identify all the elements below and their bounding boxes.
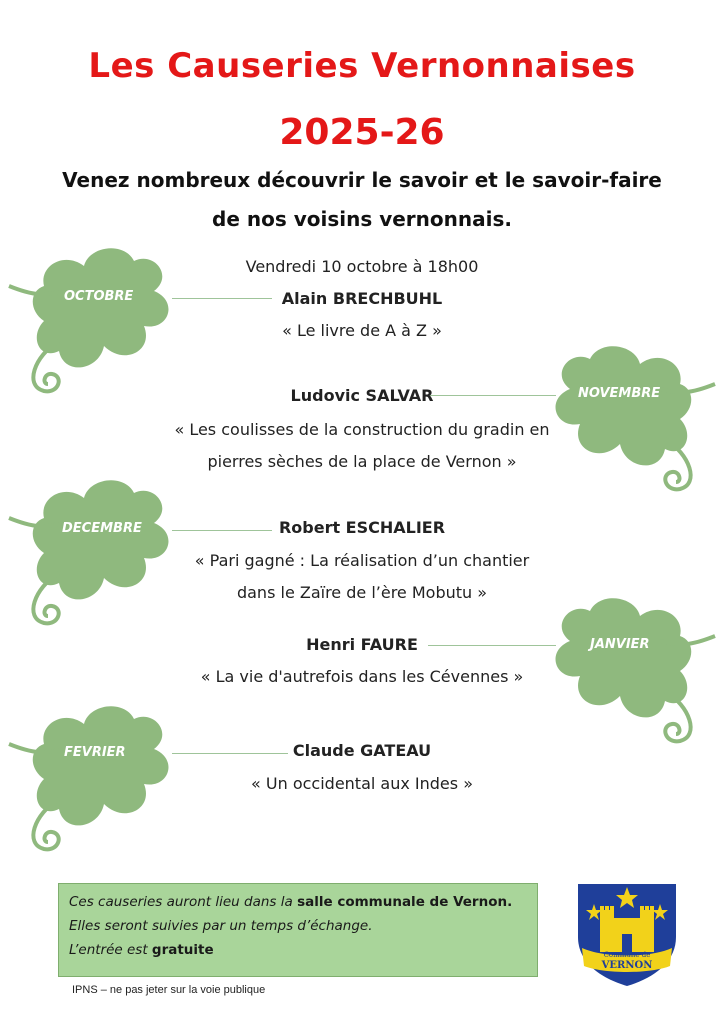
speaker-name: Alain BRECHBUHL: [281, 289, 443, 308]
info-box: [58, 883, 538, 977]
talk-title: « Le livre de A à Z »: [282, 321, 442, 340]
month-label-decembre: DECEMBRE: [62, 521, 142, 536]
talk-title: « Un occidental aux Indes »: [251, 774, 473, 793]
speaker-name: Ludovic SALVAR: [290, 386, 434, 405]
talk-title: « La vie d'autrefois dans les Cévennes »: [200, 667, 524, 686]
talk-title: « Pari gagné : La réalisation d’un chantier: [194, 551, 530, 570]
vernon-crest-logo: [574, 882, 680, 988]
speaker-name: Robert ESCHALIER: [278, 518, 446, 537]
season-title: 2025-26: [279, 112, 445, 153]
month-label-janvier: JANVIER: [590, 637, 650, 652]
info-line-1: Ces causeries auront lieu dans la salle communale de Vernon.: [69, 894, 513, 910]
talk-title-cont: dans le Zaïre de l’ère Mobutu »: [236, 583, 488, 602]
talk-title-cont: pierres sèches de la place de Vernon »: [207, 452, 517, 471]
month-label-octobre: OCTOBRE: [64, 289, 134, 304]
info-line-3: L’entrée est gratuite: [69, 942, 214, 958]
month-label-fevrier: FEVRIER: [64, 745, 126, 760]
speaker-name: Henri FAURE: [306, 635, 418, 654]
footer-note: IPNS – ne pas jeter sur la voie publique: [72, 984, 266, 996]
crest-label-top: Commune de: [603, 951, 651, 959]
talk-title: « Les coulisses de la construction du gradin en: [174, 420, 550, 439]
session-date: Vendredi 10 octobre à 18h00: [245, 257, 479, 276]
page-title: Les Causeries Vernonnaises: [88, 46, 636, 86]
month-label-novembre: NOVEMBRE: [578, 386, 661, 401]
vine-leaf-icon: [540, 586, 720, 746]
subtitle-line-1: Venez nombreux découvrir le savoir et le savoir-faire: [62, 168, 662, 192]
vine-leaf-icon: [4, 468, 184, 628]
crest-label-bottom: VERNON: [601, 960, 653, 971]
speaker-name: Claude GATEAU: [292, 741, 432, 760]
info-line-2: Elles seront suivies par un temps d’échange.: [69, 918, 373, 934]
subtitle-line-2: de nos voisins vernonnais.: [212, 207, 512, 231]
